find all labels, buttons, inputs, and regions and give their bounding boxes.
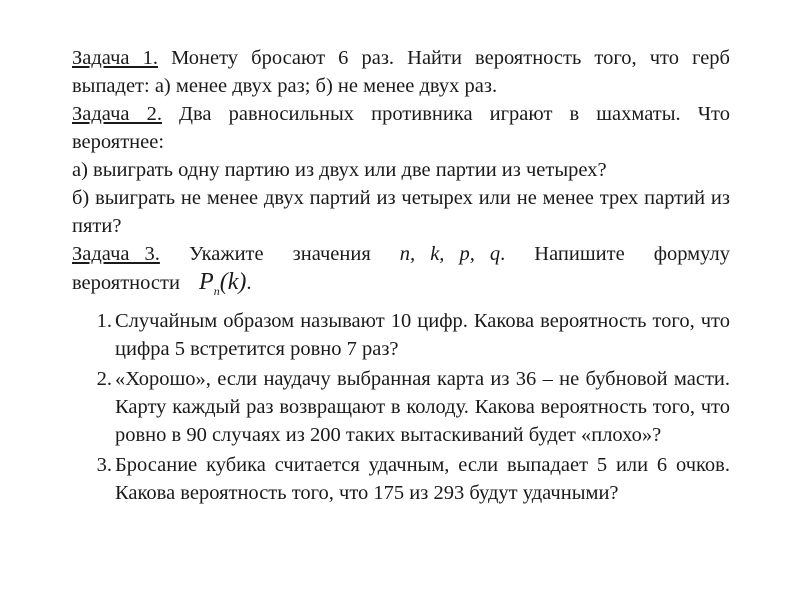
task-2-option-b: б) выиграть не менее двух партий из четырех или не менее трех партий из пяти? xyxy=(72,187,730,237)
task-1 xyxy=(72,44,730,100)
task-3-label: Задача 3. xyxy=(72,243,160,265)
problem-text: Бросание кубика считается удачным, если выпадает 5 или 6 очков. Какова вероятность того, что 175 из 293 будут удачными? xyxy=(115,453,730,504)
task-3-variables: n, k, p, q xyxy=(399,243,501,265)
problem-list xyxy=(72,307,730,507)
task-2-label: Задача 2. xyxy=(72,103,162,125)
task-2-text: Два равносильных противника играют в шахматы. Что вероятнее: xyxy=(72,103,730,153)
task-1-text: Монету бросают 6 раз. Найти вероятность того, что герб выпадет: а) менее двух раз; б) не менее двух раз. xyxy=(72,47,730,97)
document-page xyxy=(72,44,730,509)
formula-main: P xyxy=(199,269,214,295)
list-item xyxy=(72,307,730,363)
task-2 xyxy=(72,100,730,156)
list-item xyxy=(72,451,730,507)
task-1-label: Задача 1. xyxy=(72,47,158,69)
formula-argument: (k) xyxy=(219,269,247,295)
problem-number: 1. xyxy=(96,309,112,332)
problem-number: 2. xyxy=(96,367,112,390)
task-2-option-a: а) выиграть одну партию из двух или две партии из четырех? xyxy=(72,159,607,181)
task-3-text-after: . Напишите формулу вероятности xyxy=(72,243,730,294)
task-3-text-before: Укажите значения xyxy=(159,243,400,265)
formula-subscript: n xyxy=(213,283,220,298)
task-3 xyxy=(72,240,730,305)
problem-text: «Хорошо», если наудачу выбранная карта из 36 – не бубновой масти. Карту каждый раз возвращают в колоду. Какова вероятность того, что ровно в 90 случаях из 200 таких вытаскиваний будет «плохо»? xyxy=(115,367,730,446)
probability-formula xyxy=(199,269,247,298)
problem-text: Случайным образом называют 10 цифр. Какова вероятность того, что цифра 5 встретится ровно 7 раз? xyxy=(115,309,730,360)
problem-number: 3. xyxy=(96,453,112,476)
list-item xyxy=(72,365,730,449)
formula-end: . xyxy=(246,272,252,294)
